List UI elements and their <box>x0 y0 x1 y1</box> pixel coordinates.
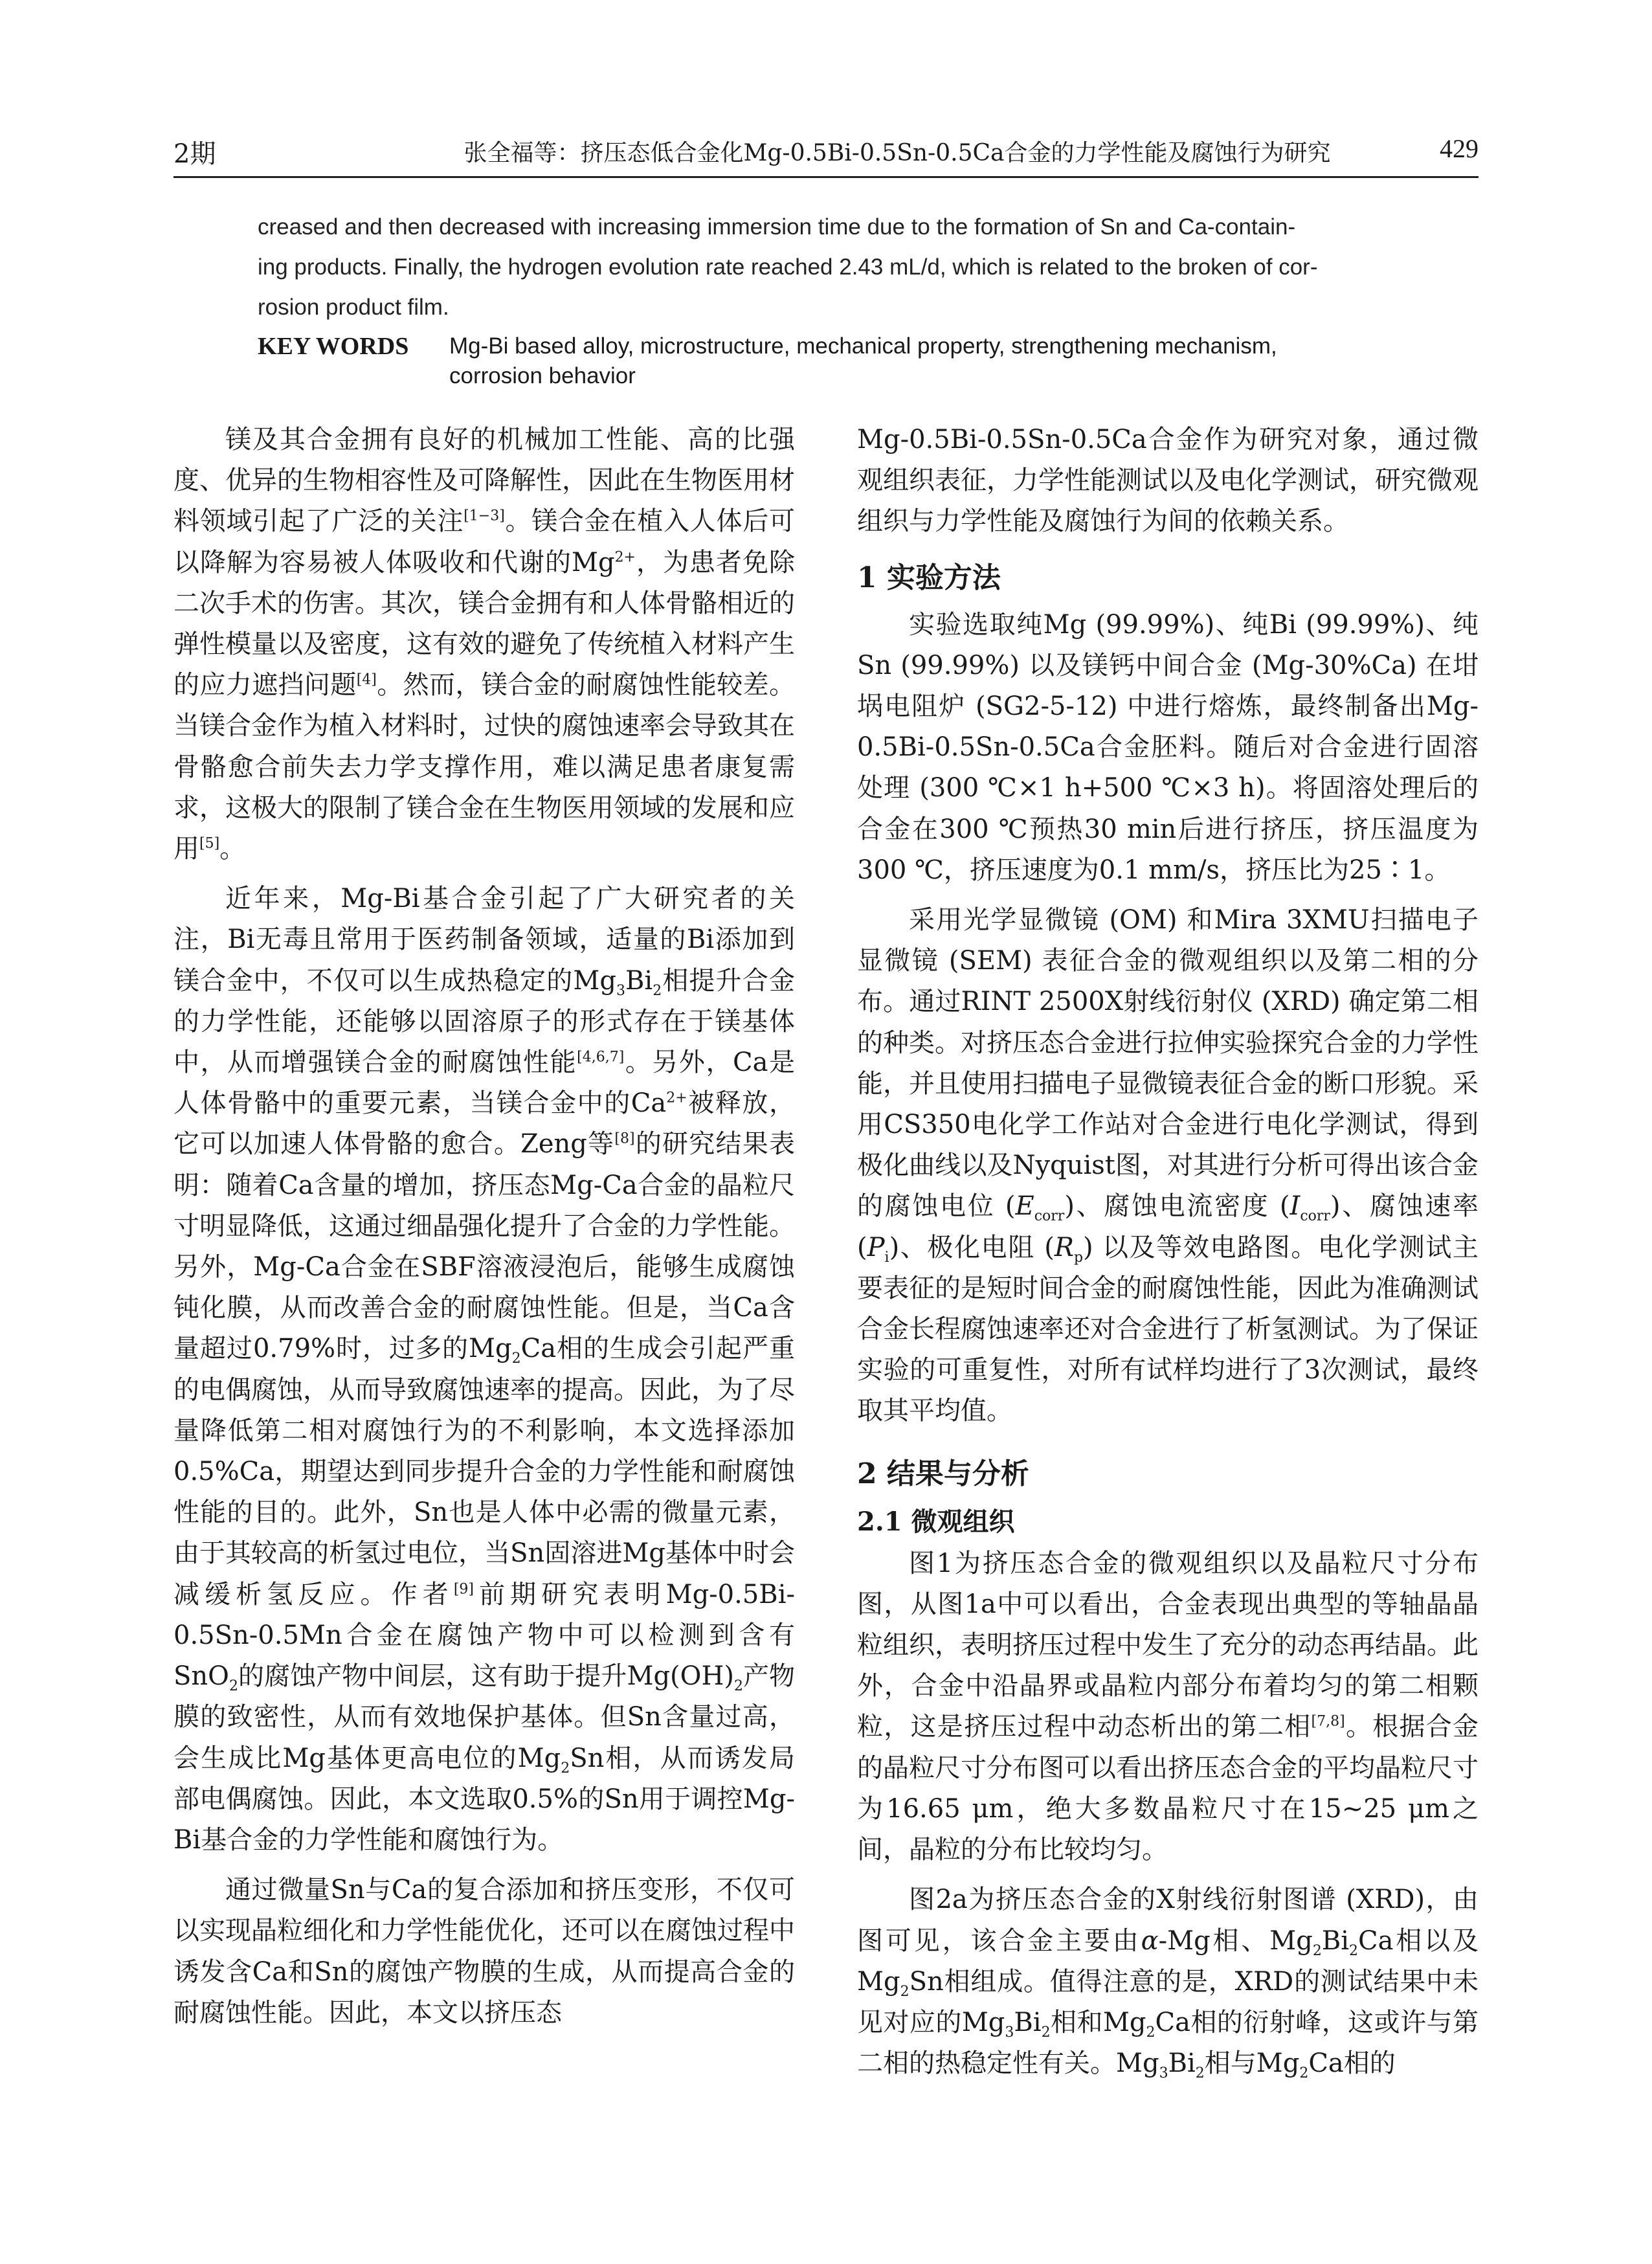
section-heading-methods: 1 实验方法 <box>857 561 1001 594</box>
intro-paragraph-3: 通过微量Sn与Ca的复合添加和挤压变形，不仅可以实现晶粒细化和力学性能优化，还可以在腐蚀过程中诱发含Ca和Sn的腐蚀产物膜的生成，从而提高合金的耐腐蚀性能。因此，本文以挤压态 <box>173 1875 795 2028</box>
keywords-line: corrosion behavior <box>449 363 636 388</box>
intro-paragraph-2: 近年来，Mg-Bi基合金引起了广大研究者的关注，Bi无毒且常用于医药制备领域，适量的Bi添加到镁合金中，不仅可以生成热稳定的$Mg_3Bi_2$相提升合金的力学性能，还能够以固溶原子的形式存在于镁基体中，从而增强镁合金的耐腐蚀性能[4,6,7]。另外，Ca是人体骨骼中的重要元素，当镁合金中的$Ca^{2+}$被释放，它可以加速人体骨骼的愈合。Zeng等[8]的研究结果表明：随着Ca含量的增加，挤压态Mg-Ca合金的晶粒尺寸明显降低，这通过细晶强化提升了合金的力学性能。另外，Mg-Ca合金在SBF溶液浸泡后，能够生成腐蚀钝化膜，从而改善合金的耐腐蚀性能。但是，当Ca含量超过0.79%时，过多的$Mg_2Ca$相的生成会引起严重的电偶腐蚀，从而导致腐蚀速率的提高。因此，为了尽量降低第二相对腐蚀行为的不利影响，本文选择添加0.5%Ca，期望达到同步提升合金的力学性能和耐腐蚀性能的目的。此外，Sn也是人体中必需的微量元素，由于其较高的析氢过电位，当Sn固溶进Mg基体中时会减缓析氢反应。作者[9]前期研究表明Mg-0.5Bi-0.5Sn-0.5Mn合金在腐蚀产物中可以检测到含有SnO$_2$的腐蚀产物中间层，这有助于提升$Mg(OH)_2$产物膜的致密性，从而有效地保护基体。但Sn含量过高，会生成比Mg基体更高电位的$Mg_2Sn$相，从而诱发局部电偶腐蚀。因此，本文选取0.5%的Sn用于调控Mg-Bi基合金的力学性能和腐蚀行为。 <box>173 884 796 1855</box>
results-paragraph-2: 图2a为挤压态合金的X射线衍射图谱 (XRD)，由图可见，该合金主要由α-Mg相、$Mg_2Bi_2Ca$相以及$Mg_2Sn$相组成。值得注意的是，XRD的测试结果中未见对应的$Mg_3Bi_2$相和$Mg_2Ca$相的衍射峰，这或许与第二相的热稳定性有关。$Mg_3Bi_2$相与$Mg_2Ca$相的 <box>857 1885 1479 2082</box>
abstract-line: creased and then decreased with increasing immersion time due to the formation of Sn and Ca-contain- <box>258 214 1296 240</box>
abstract-line: rosion product film. <box>258 295 449 320</box>
keywords-line: Mg-Bi based alloy, microstructure, mechanical property, strengthening mechanism, <box>449 333 1277 359</box>
citation: [4,6,7] <box>577 1049 625 1066</box>
issue-number: 2期 <box>173 139 216 169</box>
section-heading-results: 2 结果与分析 <box>857 1457 1029 1490</box>
citation: [9] <box>453 1581 474 1598</box>
intro-paragraph-1: 镁及其合金拥有良好的机械加工性能、高的比强度、优异的生物相容性及可降解性，因此在生物医用材料领域引起了广泛的关注[1−3]。镁合金在植入人体后可以降解为容易被人体吸收和代谢的$Mg^{2+}$，为患者免除二次手术的伤害。其次，镁合金拥有和人体骨骼相近的弹性模量以及密度，这有效的避免了传统植入材料产生的应力遮挡问题[4]。然而，镁合金的耐腐蚀性能较差。当镁合金作为植入材料时，过快的腐蚀速率会导致其在骨骼愈合前失去力学支撑作用，难以满足患者康复需求，这极大的限制了镁合金在生物医用领域的发展和应用[5]。 <box>173 425 796 864</box>
right-column <box>857 420 1479 2084</box>
abstract-line: ing products. Finally, the hydrogen evolution rate reached 2.43 mL/d, which is related to the broken of cor- <box>258 254 1318 280</box>
keywords-text <box>449 331 1407 391</box>
citation: [4] <box>356 671 377 688</box>
left-column <box>173 420 795 2034</box>
citation: [5] <box>199 835 220 852</box>
methods-paragraph-1: 实验选取纯Mg (99.99%)、纯Bi (99.99%)、纯Sn (99.99%) 以及镁钙中间合金 (Mg-30%Ca) 在坩埚电阻炉 (SG2-5-12) 中进行熔炼，最终制备出Mg-0.5Bi-0.5Sn-0.5Ca合金胚料。随后对合金进行固溶处理 (300 ℃×1 h+500 ℃×3 h)。将固溶处理后的合金在300 ℃预热30 min后进行挤压，挤压温度为300 ℃，挤压速度为0.1 mm/s，挤压比为25∶1。 <box>857 609 1479 885</box>
methods-paragraph-2: 采用光学显微镜 (OM) 和Mira 3XMU扫描电子显微镜 (SEM) 表征合金的微观组织以及第二相的分布。通过RINT 2500X射线衍射仪 (XRD) 确定第二相的种类。对挤压态合金进行拉伸实验探究合金的力学性能，并且使用扫描电子显微镜表征合金的断口形貌。采用CS350电化学工作站对合金进行电化学测试，得到极化曲线以及Nyquist图，对其进行分析可得出该合金的腐蚀电位 $(E_{corr})$、腐蚀电流密度 $(I_{corr})$、腐蚀速率 $(P_i)$、极化电阻 $(R_p)$ 以及等效电路图。电化学测试主要表征的是短时间合金的耐腐蚀性能，因此为准确测试合金长程腐蚀速率还对合金进行了析氢测试。为了保证实验的可重复性，对所有试样均进行了3次测试，最终取其平均值。 <box>857 905 1479 1426</box>
running-title: 张全福等：挤压态低合金化Mg-0.5Bi-0.5Sn-0.5Ca合金的力学性能及腐蚀行为研究 <box>463 140 1331 166</box>
running-header <box>173 127 1479 178</box>
citation: [7,8] <box>1311 1714 1345 1731</box>
intro-paragraph-3-continued: Mg-0.5Bi-0.5Sn-0.5Ca合金作为研究对象，通过微观组织表征，力学性能测试以及电化学测试，研究微观组织与力学性能及腐蚀行为间的依赖关系。 <box>857 425 1479 537</box>
citation: [8] <box>614 1131 635 1148</box>
page-number: 429 <box>1440 134 1479 163</box>
citation: [1−3] <box>463 508 505 525</box>
keywords-label: KEY WORDS <box>258 333 409 360</box>
results-paragraph-1: 图1为挤压态合金的微观组织以及晶粒尺寸分布图，从图1a中可以看出，合金表现出典型的等轴晶晶粒组织，表明挤压过程中发生了充分的动态再结晶。此外，合金中沿晶界或晶粒内部分布着均匀的第二相颗粒，这是挤压过程中动态析出的第二相[7,8]。根据合金的晶粒尺寸分布图可以看出挤压态合金的平均晶粒尺寸为16.65 μm，绝大多数晶粒尺寸在15~25 μm之间，晶粒的分布比较均匀。 <box>857 1548 1479 1865</box>
subsection-heading-microstructure: 2.1 微观组织 <box>857 1506 1015 1537</box>
english-abstract-tail <box>258 207 1410 328</box>
